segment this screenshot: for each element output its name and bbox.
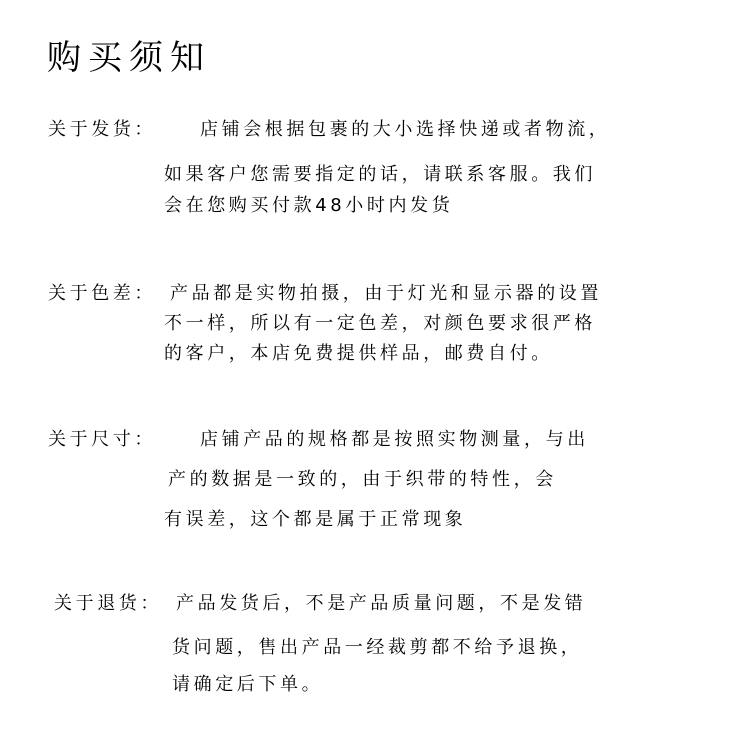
size-line-3: 有误差，这个都是属于正常现象 [164,509,467,530]
return-line-1: 产品发货后，不是产品质量问题，不是发错 [176,593,587,614]
notice-title: 购买须知 [47,38,211,78]
return-line-3: 请确定后下单。 [172,674,324,695]
shipping-line-1: 店铺会根据包裹的大小选择快递或者物流， [200,119,611,140]
size-label: 关于尺寸： [48,429,156,450]
color-line-3: 的客户，本店免费提供样品，邮费自付。 [164,343,553,364]
color-line-1: 产品都是实物拍摄，由于灯光和显示器的设置 [170,283,602,304]
size-line-1: 店铺产品的规格都是按照实物测量，与出 [200,429,589,450]
color-label: 关于色差： [48,283,156,304]
color-line-2: 不一样，所以有一定色差，对颜色要求很严格 [164,313,596,334]
shipping-line-3: 会在您购买付款48小时内发货 [164,195,454,216]
return-label: 关于退货： [54,593,162,614]
size-line-2: 产的数据是一致的，由于织带的特性，会 [168,469,557,490]
shipping-line-2: 如果客户您需要指定的话，请联系客服。我们 [164,164,596,185]
return-line-2: 货问题，售出产品一经裁剪都不给予退换， [172,637,583,658]
shipping-label: 关于发货： [48,119,156,140]
